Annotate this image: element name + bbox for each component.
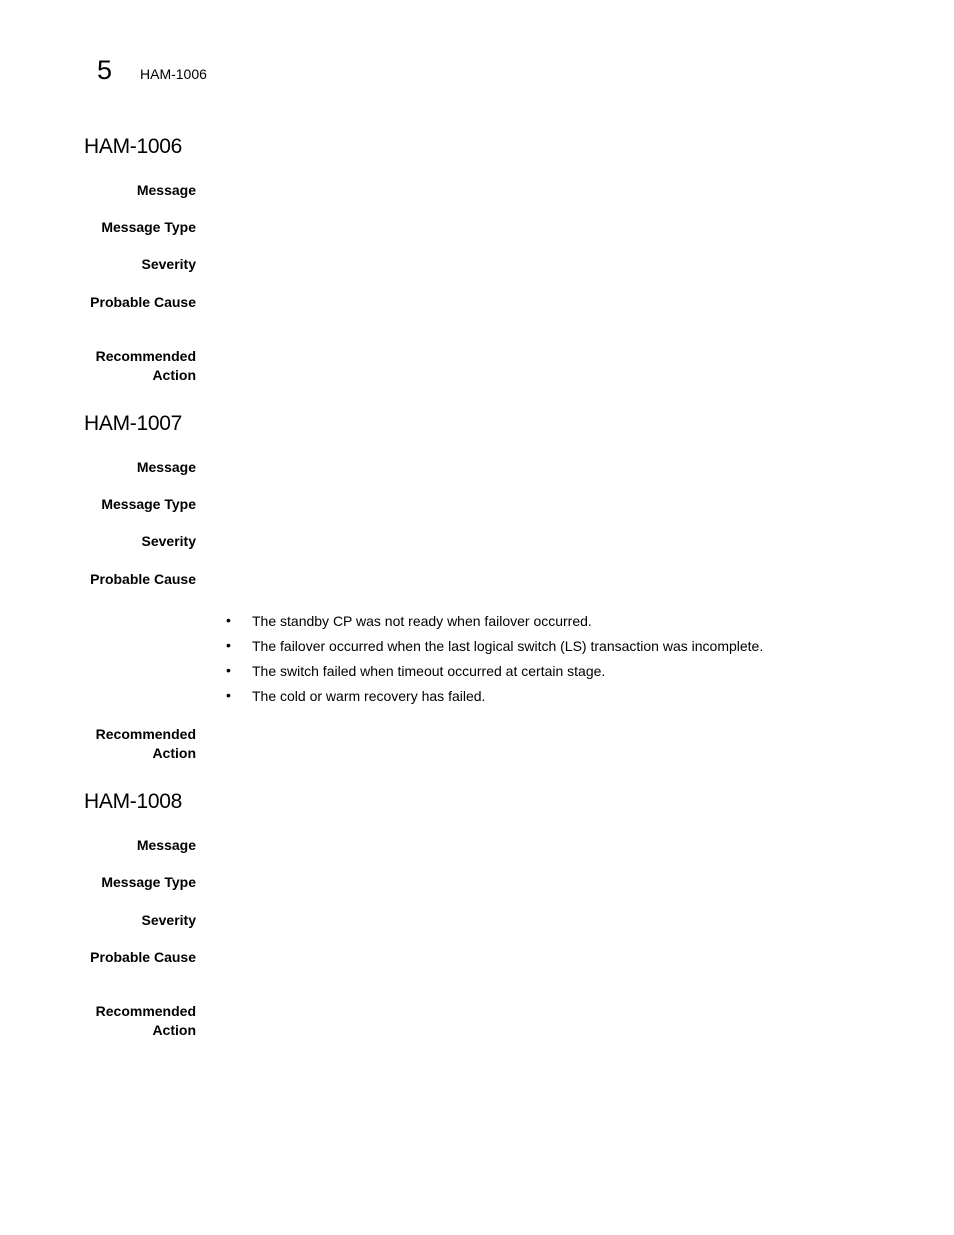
list-item <box>222 662 763 687</box>
bullet-icon: • <box>226 612 231 628</box>
bullet-icon: • <box>226 637 231 653</box>
label-message-type: Message Type <box>101 874 196 890</box>
label-severity: Severity <box>141 533 196 549</box>
list-item-text: The failover occurred when the last logical switch (LS) transaction was incomplete. <box>252 638 764 654</box>
label-message-type: Message Type <box>101 496 196 512</box>
label-message: Message <box>136 182 196 198</box>
label-severity: Severity <box>141 912 196 928</box>
list-item-text: The cold or warm recovery has failed. <box>252 688 486 704</box>
probable-cause-list <box>222 612 763 712</box>
list-item <box>222 687 763 712</box>
label-probable-cause: Probable Cause <box>90 571 196 587</box>
chapter-number: 5 <box>97 55 113 85</box>
running-header-title: HAM-1006 <box>140 66 207 82</box>
label-recommended-action-line2: Action <box>152 1022 196 1038</box>
list-item-text: The switch failed when timeout occurred at certain stage. <box>252 663 606 679</box>
label-recommended-action-line1: Recommended <box>95 726 196 742</box>
label-recommended-action-line2: Action <box>152 367 196 383</box>
label-probable-cause: Probable Cause <box>90 294 196 310</box>
bullet-icon: • <box>226 687 231 703</box>
label-message-type: Message Type <box>101 219 196 235</box>
label-message: Message <box>136 837 196 853</box>
label-message: Message <box>136 459 196 475</box>
label-recommended-action-line1: Recommended <box>95 1003 196 1019</box>
label-probable-cause: Probable Cause <box>90 949 196 965</box>
label-severity: Severity <box>141 256 196 272</box>
list-item-text: The standby CP was not ready when failover occurred. <box>252 613 592 629</box>
section-title-ham-1006: HAM-1006 <box>84 135 182 158</box>
section-title-ham-1008: HAM-1008 <box>84 790 182 813</box>
list-item <box>222 612 763 637</box>
label-recommended-action-line1: Recommended <box>95 348 196 364</box>
list-item <box>222 637 763 662</box>
section-title-ham-1007: HAM-1007 <box>84 412 182 435</box>
bullet-icon: • <box>226 662 231 678</box>
label-recommended-action-line2: Action <box>152 745 196 761</box>
